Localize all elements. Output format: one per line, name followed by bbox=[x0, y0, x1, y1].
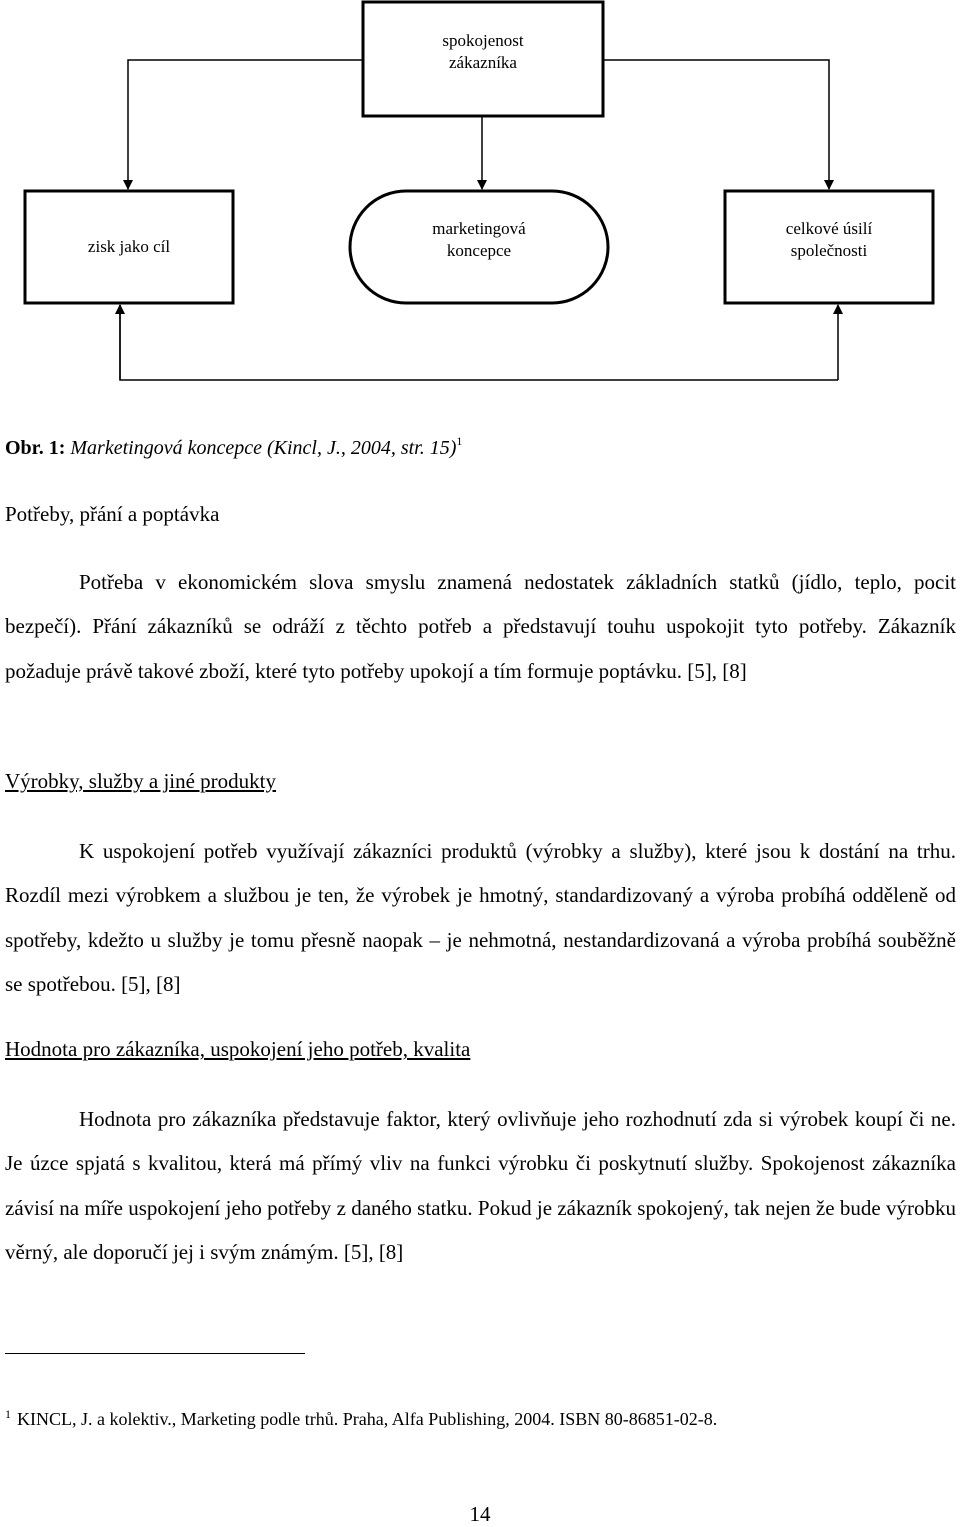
arrow-top-to-right bbox=[603, 60, 829, 189]
feedback-loop-line bbox=[120, 305, 838, 380]
center-box-label: marketingová koncepce bbox=[432, 219, 526, 260]
footnote-text: KINCL, J. a kolektiv., Marketing podle trhů. Praha, Alfa Publishing, 2004. ISBN 80-86851-02-8. bbox=[17, 1409, 718, 1429]
section-paragraph-value: Hodnota pro zákazníka představuje faktor, který ovlivňuje jeho rozhodnutí zda si výrobek koupí či ne. Je úzce spjatá s kvalitou, která má přímý vliv na funkci výrobku či poskytnutí služby. Spokojenost zákazníka závisí na míře uspokojení jeho potřeby z daného statku. Pokud je zákazník spokojený, tak nejen že bude výrobku věrný, ale doporučí jej i svým známým. [5], [8] bbox=[5, 1107, 956, 1265]
caption-text: Marketingová koncepce (Kincl, J., 2004, str. 15) bbox=[70, 437, 457, 459]
figure-caption bbox=[5, 434, 462, 460]
section-heading-needs: Potřeby, přání a poptávka bbox=[5, 502, 220, 526]
section-paragraph-needs: Potřeba v ekonomickém slova smyslu znamená nedostatek základních statků (jídlo, teplo, pocit bezpečí). Přání zákazníků se odráží z těchto potřeb a představují touhu uspokojit tyto potřeby. Zákazník požaduje právě takové zboží, které tyto potřeby upokojí a tím formuje poptávku. [5], [8] bbox=[5, 570, 956, 683]
top-box-label: spokojenost zákazníka bbox=[442, 31, 524, 72]
caption-footnote-ref: 1 bbox=[456, 434, 463, 448]
left-box-label: zisk jako cíl bbox=[87, 237, 171, 256]
footnote-separator bbox=[5, 1353, 305, 1354]
section-paragraph-products: K uspokojení potřeb využívají zákazníci produktů (výrobky a služby), které jsou k dostání na trhu. Rozdíl mezi výrobkem a službou je ten, že výrobek je hmotný, standardizovaný a výroba probíhá odděleně od spotřeby, kdežto u služby je tomu přesně naopak – je nehmotná, nestandardizovaná a výroba probíhá souběžně se spotřebou. [5], [8] bbox=[5, 839, 956, 997]
section-heading-value: Hodnota pro zákazníka, uspokojení jeho potřeb, kvalita bbox=[5, 1037, 471, 1061]
footnote bbox=[5, 1407, 717, 1430]
right-box-label: celkové úsilí společnosti bbox=[785, 219, 873, 260]
arrow-top-to-left bbox=[128, 60, 363, 189]
section-heading-products: Výrobky, služby a jiné produkty bbox=[5, 769, 277, 793]
caption-label: Obr. 1: bbox=[5, 437, 66, 459]
footnote-number: 1 bbox=[5, 1407, 11, 1421]
page-number: 14 bbox=[469, 1502, 491, 1526]
